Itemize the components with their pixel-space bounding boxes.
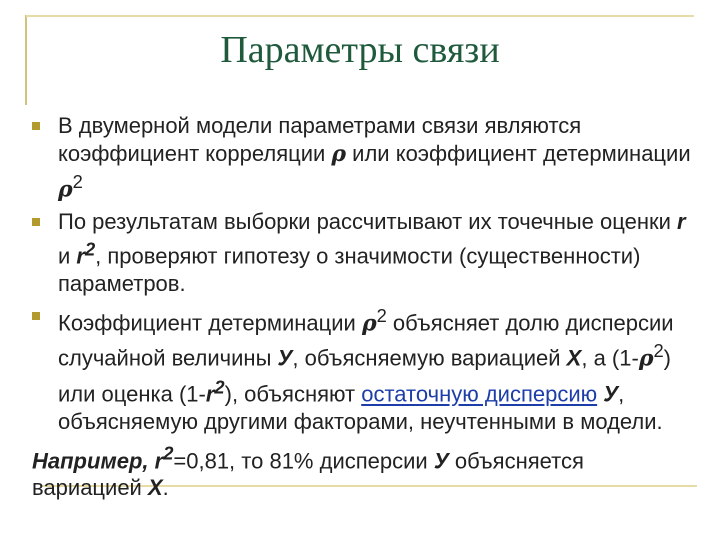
y-symbol: У	[603, 381, 619, 407]
square-bullet-icon	[32, 218, 40, 226]
r-symbol: r	[677, 208, 686, 234]
rho-symbol: ρ	[638, 345, 654, 372]
superscript: 2	[376, 304, 387, 326]
example-paragraph	[32, 440, 692, 502]
x-symbol: Х	[566, 345, 582, 371]
x-symbol: Х	[147, 475, 163, 501]
bullet-item-2	[32, 208, 692, 298]
text: , а (1-	[581, 345, 639, 371]
superscript: 2	[163, 442, 174, 464]
text: объясняет долю дисперсии случайной величины	[58, 309, 674, 371]
rho-symbol: ρ	[331, 140, 347, 167]
text: Коэффициент детерминации	[58, 309, 362, 335]
rho-symbol: ρ	[58, 176, 73, 203]
y-symbol: У	[433, 447, 449, 473]
text: и	[58, 243, 77, 269]
slide-body	[32, 112, 692, 502]
superscript: 2	[653, 340, 664, 362]
text: .	[162, 475, 169, 501]
text: , объясняемую вариацией	[292, 345, 567, 371]
superscript: 2	[84, 238, 96, 260]
square-bullet-icon	[32, 312, 40, 320]
superscript: 2	[214, 376, 225, 398]
text: По результатам выборки рассчитывают их точечные оценки	[58, 208, 678, 234]
decorative-top-rule	[26, 15, 694, 17]
text: объясняется вариацией	[32, 447, 584, 501]
r-symbol: r	[205, 381, 215, 407]
text: , проверяют гипотезу о значимости (существенности) параметров.	[58, 243, 641, 297]
text: , объясняют	[231, 381, 362, 407]
text: или коэффициент детерминации	[346, 140, 691, 166]
slide-title: Параметры связи	[220, 29, 500, 71]
r-symbol: r	[154, 447, 164, 473]
text: =0,81, то 81% дисперсии	[173, 447, 434, 473]
r-symbol: r	[76, 243, 85, 269]
bullet-item-3	[32, 302, 692, 436]
superscript: 2	[72, 171, 83, 192]
text: , объясняемую другими факторами, неучтенными в модели.	[58, 381, 663, 435]
residual-variance-link[interactable]: остаточную дисперсию	[361, 381, 598, 407]
square-bullet-icon	[32, 122, 40, 130]
rho-symbol: ρ	[361, 309, 377, 336]
example-lead: Например,	[32, 447, 155, 473]
y-symbol: У	[277, 345, 293, 371]
text: В двумерной модели параметрами связи являются коэффициент корреляции	[58, 113, 582, 166]
bullet-item-1	[32, 112, 692, 204]
text: ) или оценка (1-	[58, 345, 671, 407]
text: )	[224, 381, 232, 407]
